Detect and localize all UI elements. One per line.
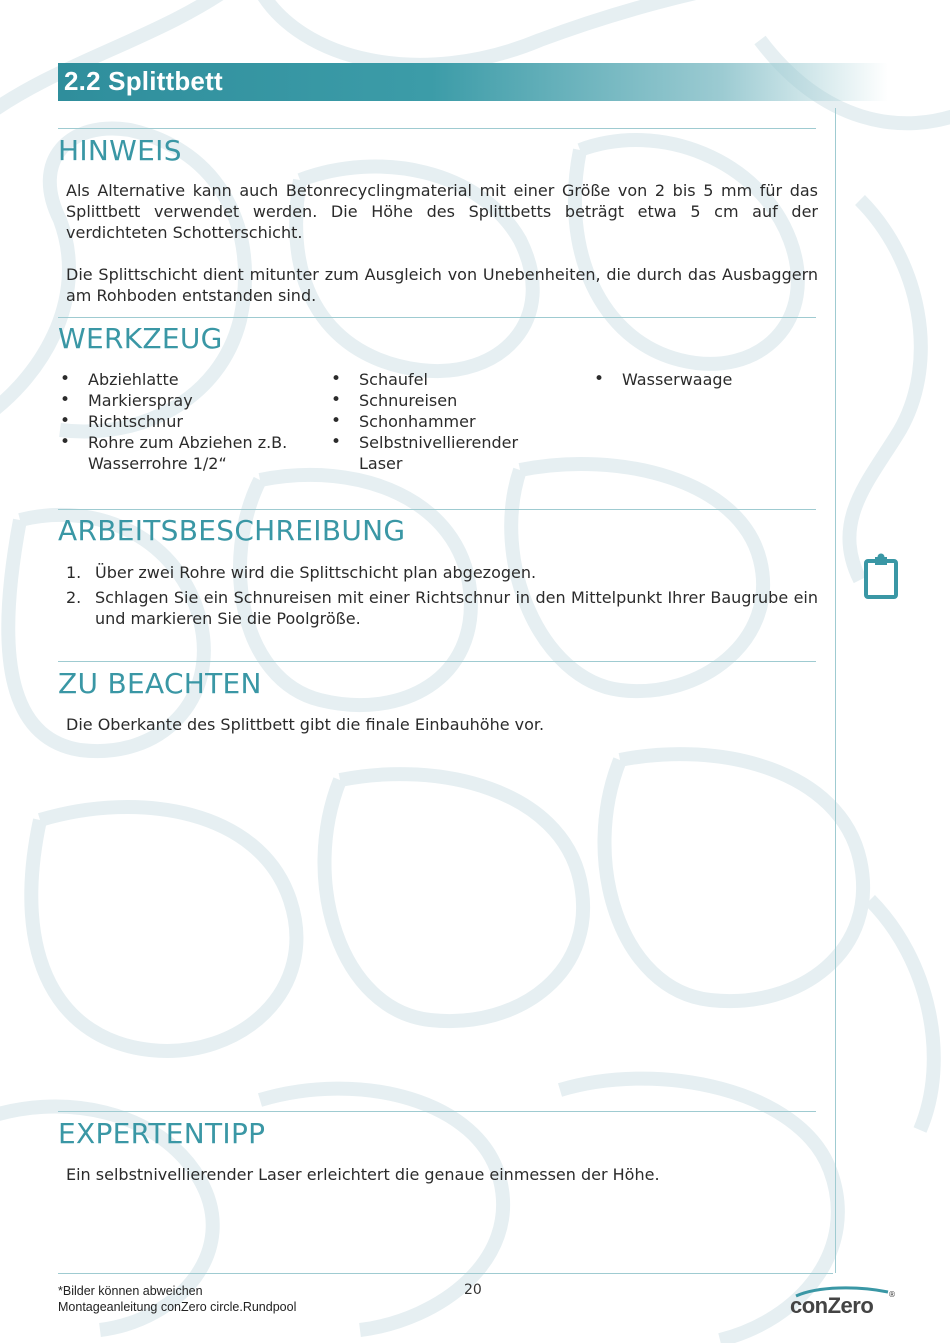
tool-list-column-1 xyxy=(60,369,310,474)
step-text: Über zwei Rohre wird die Splittschicht plan abgezogen. xyxy=(95,563,537,582)
heading-hinweis: HINWEIS xyxy=(58,134,182,167)
zu-beachten-text: Die Oberkante des Splittbett gibt die finale Einbauhöhe vor. xyxy=(66,715,545,734)
conzero-logo xyxy=(788,1284,896,1320)
hinweis-paragraph-2: Die Splittschicht dient mitunter zum Ausgleich von Unebenheiten, die durch das Ausbaggern am Rohboden entstanden sind. xyxy=(66,265,818,305)
tool-item: • Schonhammer xyxy=(331,411,551,432)
work-steps-list xyxy=(66,562,818,633)
work-step xyxy=(66,587,818,629)
tool-item: • Schnureisen xyxy=(331,390,551,411)
tool-item: • Selbstnivellierender Laser xyxy=(331,432,551,474)
heading-expertentipp: EXPERTENTIPP xyxy=(58,1117,266,1150)
tool-item: • Richtschnur xyxy=(60,411,310,432)
step-number: 1. xyxy=(66,563,82,582)
logo-text: conZero xyxy=(790,1293,874,1318)
heading-arbeitsbeschreibung: ARBEITSBESCHREIBUNG xyxy=(58,514,406,547)
divider-expertentipp xyxy=(58,1111,816,1112)
footer-divider xyxy=(58,1273,833,1274)
step-number: 2. xyxy=(66,588,82,607)
divider-zu-beachten xyxy=(58,661,816,662)
hinweis-paragraph-1: Als Alternative kann auch Betonrecyclingmaterial mit einer Größe von 2 bis 5 mm für das Splittbett verwendet werden. Die Höhe des Splittbetts beträgt etwa 5 cm auf der verdichteten Schotterschicht. xyxy=(66,181,818,242)
expertentipp-text: Ein selbstnivellierender Laser erleichtert die genaue einmessen der Höhe. xyxy=(66,1165,660,1184)
tool-item: • Rohre zum Abziehen z.B. Wasserrohre 1/2“ xyxy=(60,432,310,474)
footer-note-images: *Bilder können abweichen xyxy=(58,1284,203,1298)
tool-item: • Wasserwaage xyxy=(594,369,814,390)
section-title-bar xyxy=(58,63,888,101)
divider-werkzeug xyxy=(58,317,816,318)
heading-werkzeug: WERKZEUG xyxy=(58,322,223,355)
heading-zu-beachten: ZU BEACHTEN xyxy=(58,667,262,700)
right-margin-line xyxy=(835,108,836,1273)
step-text: Schlagen Sie ein Schnureisen mit einer Richtschnur in den Mittelpunkt Ihrer Baugrube ein und markieren Sie die Poolgröße. xyxy=(95,588,818,628)
page-number: 20 xyxy=(464,1282,482,1298)
tool-list-column-3 xyxy=(594,369,814,390)
tool-item: • Schaufel xyxy=(331,369,551,390)
tool-list-column-2 xyxy=(331,369,551,474)
divider-arbeitsbeschreibung xyxy=(58,509,816,510)
footer-note-manual: Montageanleitung conZero circle.Rundpool xyxy=(58,1300,297,1314)
section-title: 2.2 Splittbett xyxy=(64,66,223,96)
logo-registered-mark: ® xyxy=(888,1290,896,1299)
divider-hinweis xyxy=(58,128,816,129)
tool-item: • Abziehlatte xyxy=(60,369,310,390)
tool-item: • Markierspray xyxy=(60,390,310,411)
clipboard-icon xyxy=(864,553,898,599)
work-step xyxy=(66,562,818,583)
